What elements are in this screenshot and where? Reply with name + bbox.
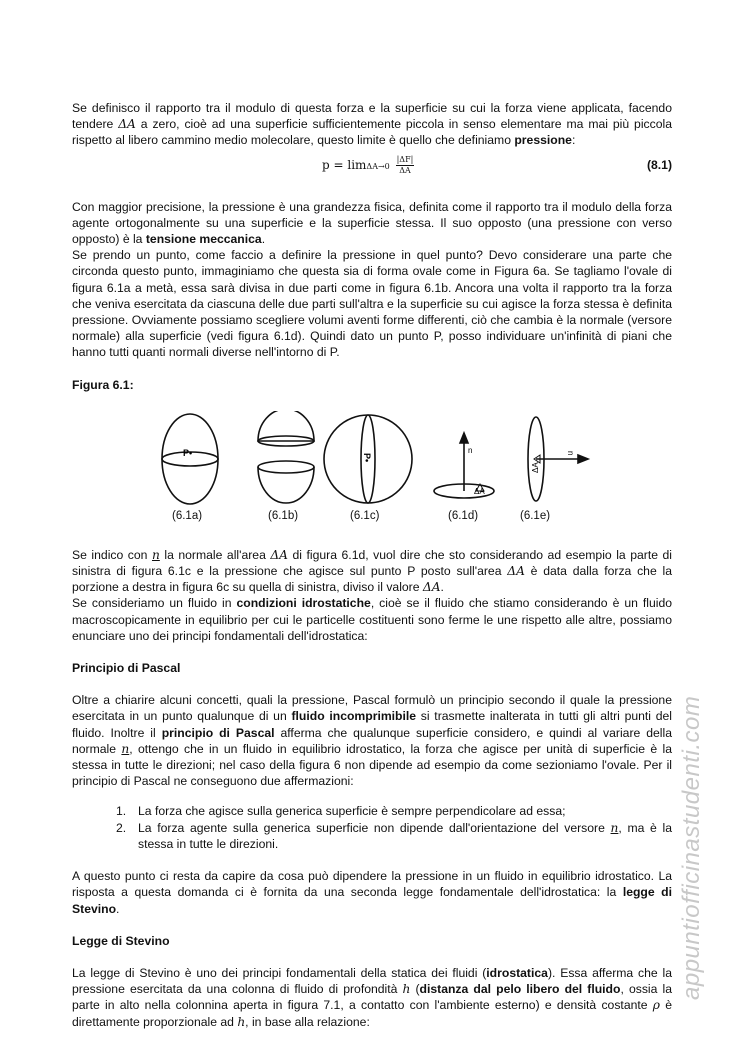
figure-6-1e-area (528, 417, 588, 501)
text: , in base alla relazione: (245, 1014, 370, 1029)
text: . (440, 580, 444, 595)
document-page (72, 100, 672, 1030)
bold-term: principio di Pascal (161, 725, 275, 740)
caption-6-1c: (6.1c) (350, 509, 380, 522)
text: di figura 6.1d, vuol dire che sto considerando ad esempio la parte di sinistra di figura 6.1c e la pressione che agisce sul punto P posto sull'area (72, 547, 672, 579)
label-area: ΔA (474, 486, 485, 496)
text: è direttamente proporzionale ad (72, 998, 672, 1029)
text: , ottengo che in un fluido in equilibrio idrostatico, la forza che agisce per unità di superficie è la stessa in tutte le direzioni; nel caso della figura 6 non dipende ad esempio da come sezioniamo l'ovale. Per il principio di Pascal ne conseguono due affermazioni: (72, 741, 673, 789)
bold-term: fluido incomprimibile (291, 709, 417, 724)
text: Se consideriamo un fluido in (72, 596, 237, 611)
bold-term: condizioni idrostatiche (236, 596, 371, 611)
text: si trasmette inalterata in tutti gli altri punti del fluido. Inoltre il (72, 709, 672, 740)
paragraph-pressure-definition (72, 100, 672, 149)
text: La forza che agisce sulla generica superficie è sempre perpendicolare ad essa; (138, 804, 566, 819)
text: è data dalla forza che la porzione a destra in figura 6c su quella di sinistra, diviso il valore (72, 564, 673, 595)
list-item (72, 803, 672, 819)
list-item (72, 820, 672, 852)
figure-title: Figura 6.1: (72, 377, 134, 392)
label-area: ΔA (531, 462, 540, 473)
section-heading-stevino: Legge di Stevino (72, 933, 170, 948)
math-var: h (402, 982, 411, 997)
equation-sub: ΔA→0 (366, 161, 390, 171)
figure-6-1a-oval (162, 414, 218, 504)
caption-6-1a: (6.1a) (172, 509, 203, 522)
bold-term: tensione meccanica (145, 232, 262, 247)
list-number: 1. (116, 804, 127, 819)
math-var: h (237, 1014, 246, 1029)
text: . (116, 901, 120, 916)
text: . (261, 232, 266, 247)
text: Se definisco il rapporto tra il modulo di questa forza e la superficie su cui la forza viene applicata, facendo tendere (72, 101, 672, 132)
text: Se indico con (72, 547, 152, 562)
equation-8-1 (72, 153, 672, 183)
math-var: ΔA (270, 547, 288, 562)
text: afferma che qualunque superficie considero, e quindi al variare della normale (72, 725, 672, 756)
list-number: 2. (116, 820, 127, 835)
math-vector: n (151, 547, 160, 562)
paragraph-hydrostatic (72, 595, 672, 644)
text: La forza agente sulla generica superficie non dipende dall'orientazione del versore (138, 820, 611, 835)
text: a zero, cioè ad una superficie sufficientemente piccola in senso elementare ma mai più piccola rispetto al libero cammino medio molecolare, questo limite è quello che definiamo (72, 117, 672, 148)
label-point-p: P• (362, 452, 372, 462)
equation-number: (8.1) (646, 157, 672, 172)
text: La legge di Stevino è uno dei principi fondamentali della statica dei fluidi ( (72, 965, 487, 980)
paragraph-point-pressure: Se prendo un punto, come faccio a definire la pressione in quel punto? Devo considerare una parte che circonda questo punto, immaginiamo che questa sia di forma ovale come in Figura 6a. Se tagliamo l'ovale di figura 6.1a a metà, essa sarà divisa in due parti come in figura 6.1b. Ancora una volta il rapporto tra la forza che veniva esercitata da ciascuna delle due parti sull'altra e la superficie su cui agisce la forza stessa è definita pressione. Ovviamente possiamo scegliere volumi aventi forme differenti, ciò che cambia è la normale (versore normale) alla superficie (vedi figura 6.1d). Quindi dato un punto P, posso individuare un'infinità di piani che hanno tutti quanti normali diverse nell'intorno di P. (72, 248, 672, 360)
bold-term: legge di Stevino (72, 885, 672, 916)
math-var: ρ (652, 998, 660, 1013)
watermark: appuntiofficinastudenti.com (678, 695, 705, 1000)
text: la normale all'area (159, 547, 271, 562)
text: : (571, 133, 576, 148)
text: ). Essa afferma che la pressione esercitata da una colonna di fluido di profondità (72, 965, 672, 997)
label-normal-n: n (468, 445, 473, 455)
text: , ossia la parte in alto nella colonnina aperta in figura 7.1, a contatto con l'ambiente esterno) e densità costante (72, 982, 672, 1013)
label-normal-n: n (566, 450, 575, 456)
text: Con maggior precisione, la pressione è una grandezza fisica, definita come il rapporto tra il modulo della forza agente ortogonalmente su una superficie e la superficie stessa. Il suo opposto (una pressione con verso opposto) è la (72, 199, 672, 247)
text: ( (410, 982, 420, 997)
bold-term: distanza dal pelo libero del fluido (419, 982, 621, 997)
math-var: ΔA (118, 117, 136, 132)
math-var: ΔA (422, 580, 441, 595)
math-var: ΔA (507, 564, 525, 579)
equation-body (322, 155, 414, 176)
bold-term: idrostatica (486, 965, 548, 980)
bold-term: pressione (514, 133, 572, 148)
equation-denominator: ΔA (399, 165, 411, 175)
equation-fraction (396, 155, 415, 176)
text: , cioè se il fluido che stiamo considerando è un fluido macroscopicamente in equilibrio per cui le particelle costituenti sono ferme le une rispetto alle altre, possiamo enunciare uno dei principi fondamentali dell'idrostatica: (72, 596, 673, 643)
paragraph-pressure-precision (72, 199, 672, 248)
text: Oltre a chiarire alcuni concetti, quali la pressione, Pascal formulò un principio secondo il quale la pressione esercitata in un punto qualunque di un (72, 693, 672, 724)
paragraph-normal-area (72, 547, 672, 596)
caption-6-1b: (6.1b) (268, 509, 299, 522)
caption-6-1d: (6.1d) (448, 509, 479, 522)
figure-6-1b-halves (258, 411, 314, 503)
section-heading-pascal: Principio di Pascal (72, 661, 181, 676)
pascal-consequences-list (72, 803, 672, 852)
math-vector: n (610, 820, 619, 835)
equation-lhs: p = lim (322, 157, 367, 172)
figure-6-1 (72, 411, 672, 531)
label-point-p: P• (183, 447, 193, 458)
math-vector: n (121, 741, 130, 756)
caption-6-1e: (6.1e) (520, 509, 551, 522)
figure-6-1d-area (434, 433, 494, 498)
paragraph-pascal (72, 692, 672, 789)
paragraph-stevino (72, 965, 672, 1030)
text: , ma è la stessa in tutte le direzioni. (138, 820, 672, 851)
text: A questo punto ci resta da capire da cosa può dipendere la pressione in un fluido in equilibrio idrostatico. La risposta a questa domanda ci è fornita da una seconda legge fondamentale dell'idrostatica: la (72, 869, 672, 900)
paragraph-stevino-intro (72, 868, 672, 917)
equation-numerator: |ΔF| (396, 154, 414, 164)
